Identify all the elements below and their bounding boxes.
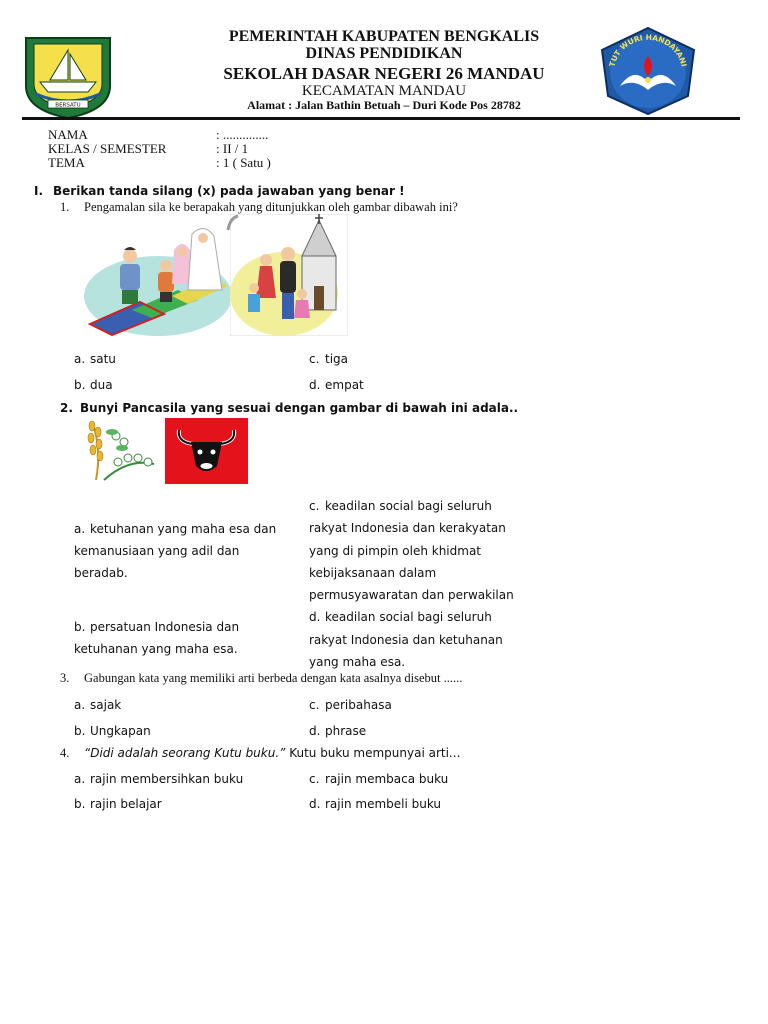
q4-option-b-text: rajin belajar	[90, 797, 162, 811]
right-logo-text: TUT WURI HANDAYANI	[607, 32, 689, 68]
q1-option-c-text: tiga	[325, 352, 349, 366]
header-government: PEMERINTAH KABUPATEN BENGKALIS	[228, 28, 540, 45]
q4-option-d-text: rajin membeli buku	[325, 797, 442, 811]
q3-option-a-text: sajak	[90, 698, 122, 712]
q2-option-c-line-3: yang di pimpin oleh khidmat	[309, 543, 482, 558]
q2-option-d[interactable]: d. keadilan social bagi seluruh rakyat Indonesia dan ketuhanan yang maha esa.	[309, 606, 503, 674]
section-number: I.	[34, 184, 44, 198]
left-logo-text: BERSATU	[55, 102, 81, 109]
q2-option-d-line-2: rakyat Indonesia dan ketuhanan	[309, 632, 503, 647]
q2-option-d-line-1: keadilan social bagi seluruh	[325, 610, 492, 624]
q3-option-d-text: phrase	[325, 724, 367, 738]
church-family-image	[230, 214, 348, 336]
q2-option-b[interactable]: b. persatuan Indonesia dan ketuhanan yang maha esa.	[74, 616, 239, 660]
q3-option-b[interactable]: b. Ungkapan	[74, 724, 151, 738]
question-4-number: 4.	[60, 746, 70, 760]
praying-family-image	[82, 214, 230, 336]
q2-option-c-line-1: keadilan social bagi seluruh	[325, 499, 492, 513]
question-2-text: Bunyi Pancasila yang sesuai dengan gambar di bawah ini adala..	[80, 401, 519, 415]
header-address: Alamat : Jalan Bathin Betuah – Duri Kode Pos 28782	[247, 98, 521, 112]
q4-option-c[interactable]: c. rajin membaca buku	[309, 772, 449, 786]
kelas-value: : II / 1	[216, 141, 249, 156]
q1-option-d-text: empat	[325, 378, 364, 392]
q1-option-b-text: dua	[90, 378, 113, 392]
q2-option-a-line-1: ketuhanan yang maha esa dan	[90, 522, 277, 536]
q4-option-c-text: rajin membaca buku	[325, 772, 449, 786]
section-instruction	[34, 185, 405, 197]
question-4	[60, 747, 460, 760]
tema-value: : 1 ( Satu )	[216, 155, 271, 170]
q4-option-a-text: rajin membersihkan buku	[90, 772, 244, 786]
q1-option-a-text: satu	[90, 352, 116, 366]
q2-option-c-line-4: kebijaksanaan dalam	[309, 565, 437, 580]
q3-option-d[interactable]: d. phrase	[309, 724, 367, 738]
q2-option-c[interactable]: c. keadilan social bagi seluruh rakyat Indonesia dan kerakyatan yang di pimpin oleh khidmat kebijaksanaan dalam permusyawaratan dan perwakilan	[309, 495, 514, 606]
q1-option-b[interactable]: b. dua	[74, 378, 113, 392]
header-district: KECAMATAN MANDAU	[301, 83, 467, 99]
q2-option-b-line-1: persatuan Indonesia dan	[90, 620, 240, 634]
question-3	[60, 672, 462, 685]
rice-cotton-image	[82, 418, 162, 484]
question-1-text: Pengamalan sila ke berapakah yang ditunjukkan oleh gambar dibawah ini?	[84, 200, 458, 214]
question-4-text: Kutu buku mempunyai arti...	[285, 746, 461, 760]
q2-option-c-line-2: rakyat Indonesia dan kerakyatan	[309, 521, 506, 536]
header-department: DINAS PENDIDIKAN	[305, 45, 463, 62]
nama-value: : ..............	[216, 127, 269, 142]
q2-option-a[interactable]: a. ketuhanan yang maha esa dan kemanusiaan yang adil dan beradab.	[74, 518, 276, 584]
question-1	[60, 201, 458, 214]
q4-option-b[interactable]: b. rajin belajar	[74, 797, 162, 811]
q1-option-a[interactable]: a. satu	[74, 352, 116, 366]
q3-option-a[interactable]: a. sajak	[74, 698, 122, 712]
q2-option-a-line-2: kemanusiaan yang adil dan	[74, 544, 240, 558]
header-school-name: SEKOLAH DASAR NEGERI 26 MANDAU	[223, 64, 545, 83]
question-2-number: 2.	[60, 401, 73, 415]
q2-option-c-line-5: permusyawaratan dan perwakilan	[309, 588, 514, 603]
q3-option-c-text: peribahasa	[325, 698, 392, 712]
bull-head-flag-image	[165, 418, 248, 484]
q3-option-c[interactable]: c. peribahasa	[309, 698, 392, 712]
q2-option-b-line-2: ketuhanan yang maha esa.	[74, 642, 238, 656]
question-3-text: Gabungan kata yang memiliki arti berbeda dengan kata asalnya disebut ......	[84, 671, 463, 685]
nama-label: NAMA	[48, 127, 88, 142]
image-divider-arc	[226, 214, 240, 232]
q2-option-a-line-3: beradab.	[74, 566, 128, 580]
q1-option-c[interactable]: c. tiga	[309, 352, 349, 366]
tema-label: TEMA	[48, 155, 85, 170]
q1-option-d[interactable]: d. empat	[309, 378, 364, 392]
kelas-label: KELAS / SEMESTER	[48, 141, 167, 156]
question-3-number: 3.	[60, 671, 70, 685]
header-divider	[22, 117, 740, 120]
q2-option-d-line-3: yang maha esa.	[309, 655, 406, 669]
question-1-number: 1.	[60, 200, 70, 214]
q4-option-a[interactable]: a. rajin membersihkan buku	[74, 772, 244, 786]
question-2	[60, 402, 518, 414]
q3-option-b-text: Ungkapan	[90, 724, 151, 738]
question-4-quote: “Didi adalah seorang Kutu buku.”	[84, 746, 286, 760]
section-instruction-text: Berikan tanda silang (x) pada jawaban yang benar !	[53, 184, 405, 198]
q4-option-d[interactable]: d. rajin membeli buku	[309, 797, 442, 811]
